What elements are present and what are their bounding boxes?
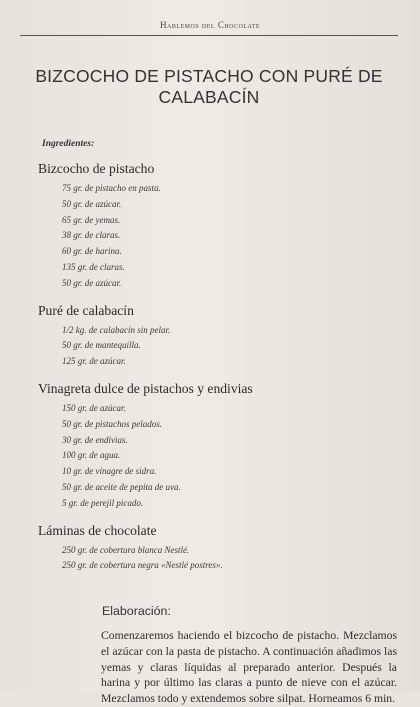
ingredient-item: 60 gr. de harina. [62, 246, 122, 257]
ingredient-item: 250 gr. de cobertura blanca Nestlé. [62, 544, 190, 555]
ingredient-item: 75 gr. de pistacho en pasta. [62, 183, 161, 193]
ingredient-section [38, 380, 388, 512]
ingredient-item: 125 gr. de azúcar. [62, 356, 126, 367]
ingredient-item: 5 gr. de perejil picado. [62, 497, 144, 508]
section-title: Bizcocho de pistacho [38, 161, 155, 176]
ingredient-item: 100 gr. de agua. [62, 450, 121, 461]
ingredient-list [62, 401, 388, 512]
ingredient-item: 1/2 kg. de calabacín sin pelar. [62, 324, 171, 335]
ingredients-label: Ingredientes: [42, 139, 95, 149]
ingredient-section [38, 522, 388, 575]
ingredient-item: 135 gr. de claras. [62, 261, 125, 272]
header-rule [20, 35, 398, 36]
section-title: Láminas de chocolate [38, 522, 157, 538]
ingredient-sections [38, 160, 388, 584]
ingredient-list [62, 323, 388, 370]
ingredient-section [38, 302, 388, 370]
ingredient-list [62, 181, 388, 292]
section-title: Puré de calabacín [38, 302, 134, 318]
ingredient-item: 50 gr. de pistachos pelados. [62, 418, 162, 429]
elaboration-title: Elaboración: [102, 604, 171, 618]
ingredient-item: 50 gr. de mantequilla. [62, 340, 141, 351]
running-head: Hablemos del Chocolate [160, 20, 260, 30]
ingredient-item: 30 gr. de endivias. [62, 434, 128, 445]
ingredient-item: 50 gr. de azúcar. [62, 198, 122, 209]
ingredient-item: 50 gr. de aceite de pepita de uva. [62, 481, 181, 492]
ingredient-section [38, 160, 388, 292]
ingredient-item: 65 gr. de yemas. [62, 214, 121, 225]
recipe-title: BIZCOCHO DE PISTACHO CON PURÉ DE CALABACÍN [35, 66, 383, 107]
ingredient-item: 38 gr. de claras. [62, 230, 121, 241]
ingredient-item: 50 gr. de azúcar. [62, 277, 122, 288]
ingredient-item: 250 gr. de cobertura negra «Nestlé postres». [62, 560, 223, 571]
section-title: Vinagreta dulce de pistachos y endivias [38, 380, 253, 396]
elaboration-text: Comenzaremos haciendo el bizcocho de pistacho. Mezclamos el azúcar con la pasta de pistacho. A continuación añadimos las yemas y claras líquidas al preparado anterior. Después la harina y por último las claras a punto de nieve con el azúcar. Mezclamos todo y extendemos sobre silpat. Horneamos 6 min. [101, 629, 397, 706]
ingredient-item: 10 gr. de vinagre de sidra. [62, 466, 157, 477]
ingredient-list [62, 543, 388, 575]
ingredient-item: 150 gr. de azúcar. [62, 402, 126, 413]
